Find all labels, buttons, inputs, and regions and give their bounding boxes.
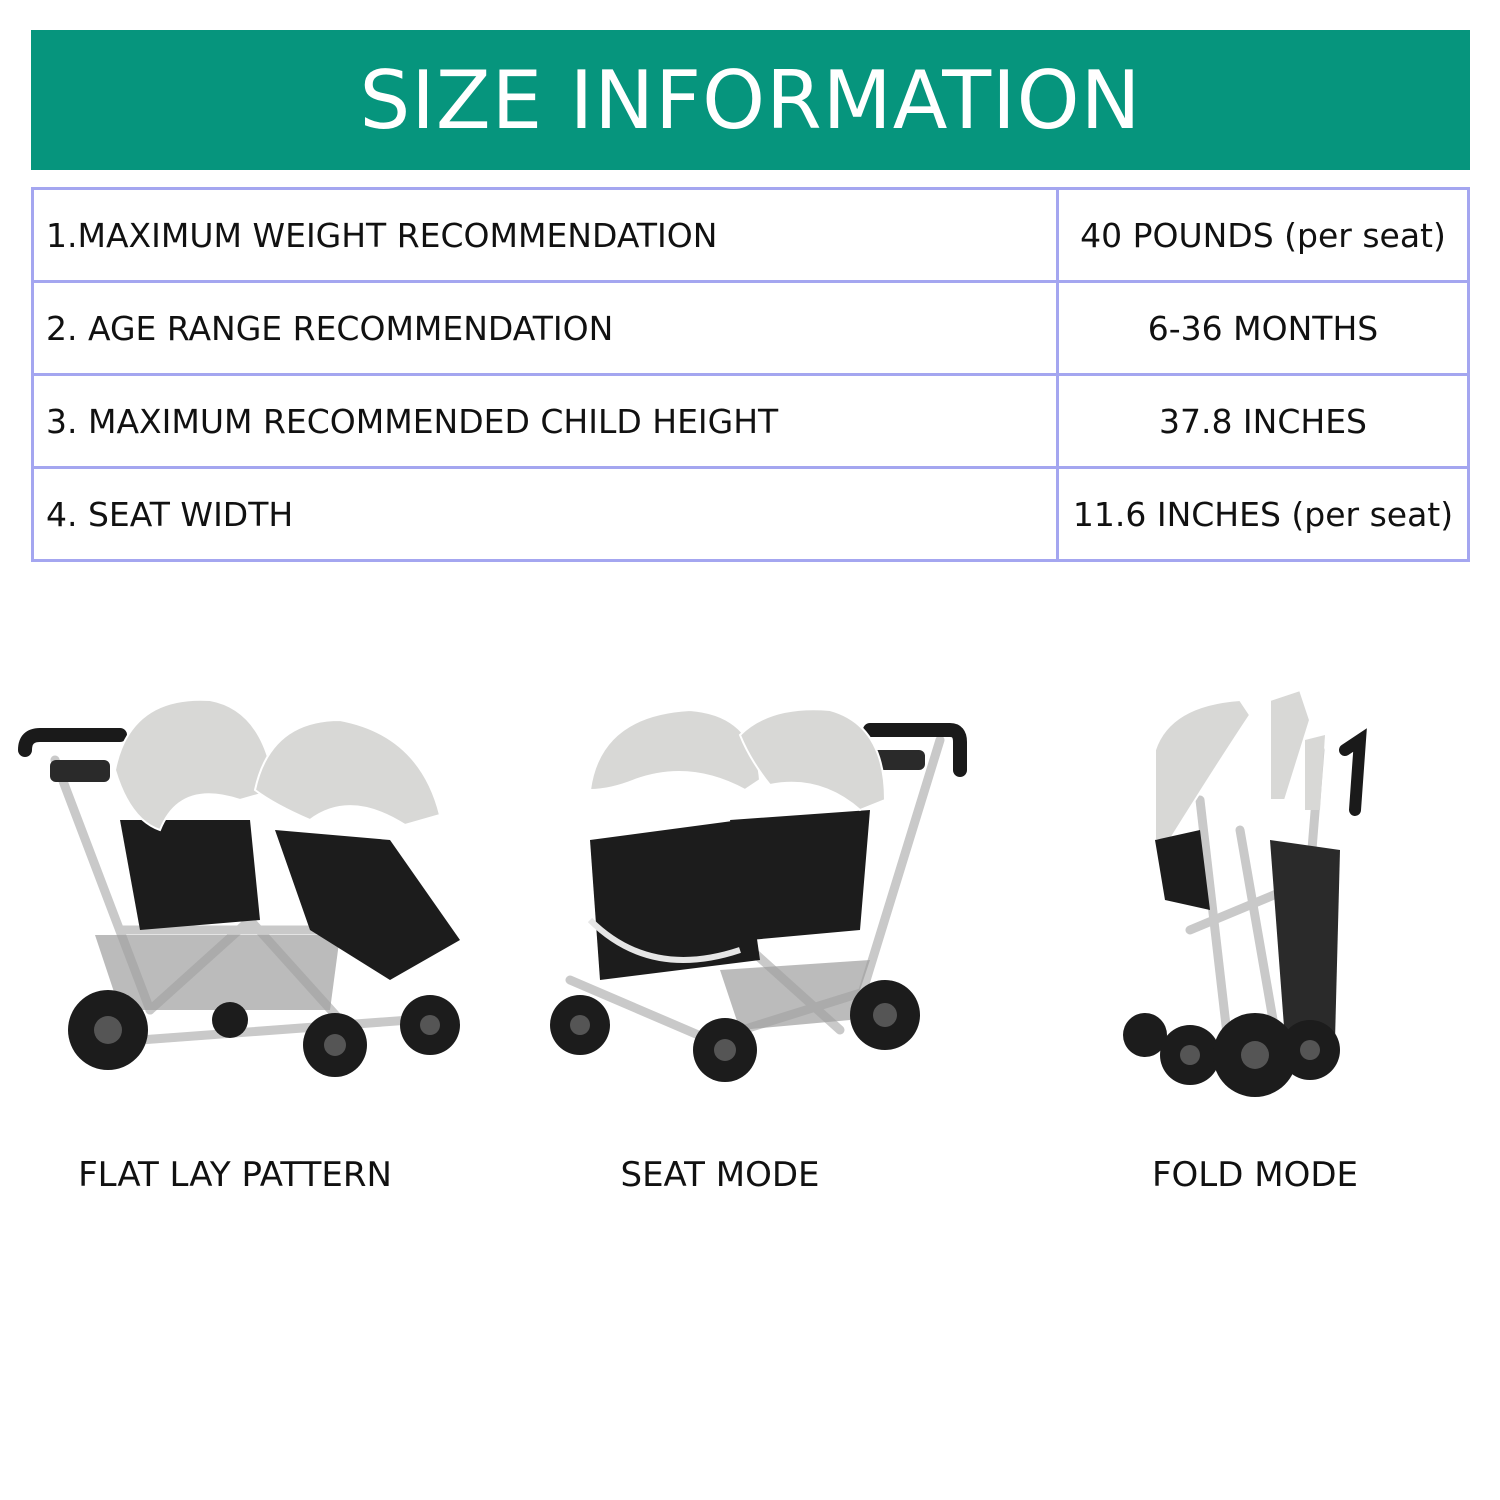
spec-value: 40 POUNDS (per seat) (1058, 189, 1469, 282)
table-row (33, 189, 1469, 282)
mode-caption: FLAT LAY PATTERN (78, 1155, 392, 1195)
mode-seat (540, 680, 970, 1220)
spec-label: 4. SEAT WIDTH (33, 468, 1058, 561)
mode-caption: SEAT MODE (620, 1155, 820, 1195)
double-stroller-fold-mode-image (1110, 680, 1400, 1100)
spec-label: 3. MAXIMUM RECOMMENDED CHILD HEIGHT (33, 375, 1058, 468)
mode-fold (1110, 680, 1400, 1220)
spec-value: 11.6 INCHES (per seat) (1058, 468, 1469, 561)
table-row (33, 375, 1469, 468)
size-info-table (31, 187, 1470, 562)
header-banner (31, 30, 1470, 170)
table-row (33, 282, 1469, 375)
page-title: SIZE INFORMATION (359, 53, 1142, 147)
spec-value: 37.8 INCHES (1058, 375, 1469, 468)
spec-label: 1.MAXIMUM WEIGHT RECOMMENDATION (33, 189, 1058, 282)
double-stroller-seat-mode-image (540, 680, 970, 1100)
double-stroller-flat-lay-image (10, 680, 460, 1100)
mode-caption: FOLD MODE (1151, 1155, 1358, 1195)
spec-label: 2. AGE RANGE RECOMMENDATION (33, 282, 1058, 375)
spec-value: 6-36 MONTHS (1058, 282, 1469, 375)
table-row (33, 468, 1469, 561)
stroller-modes (0, 680, 1500, 1220)
mode-flat-lay (10, 680, 460, 1220)
